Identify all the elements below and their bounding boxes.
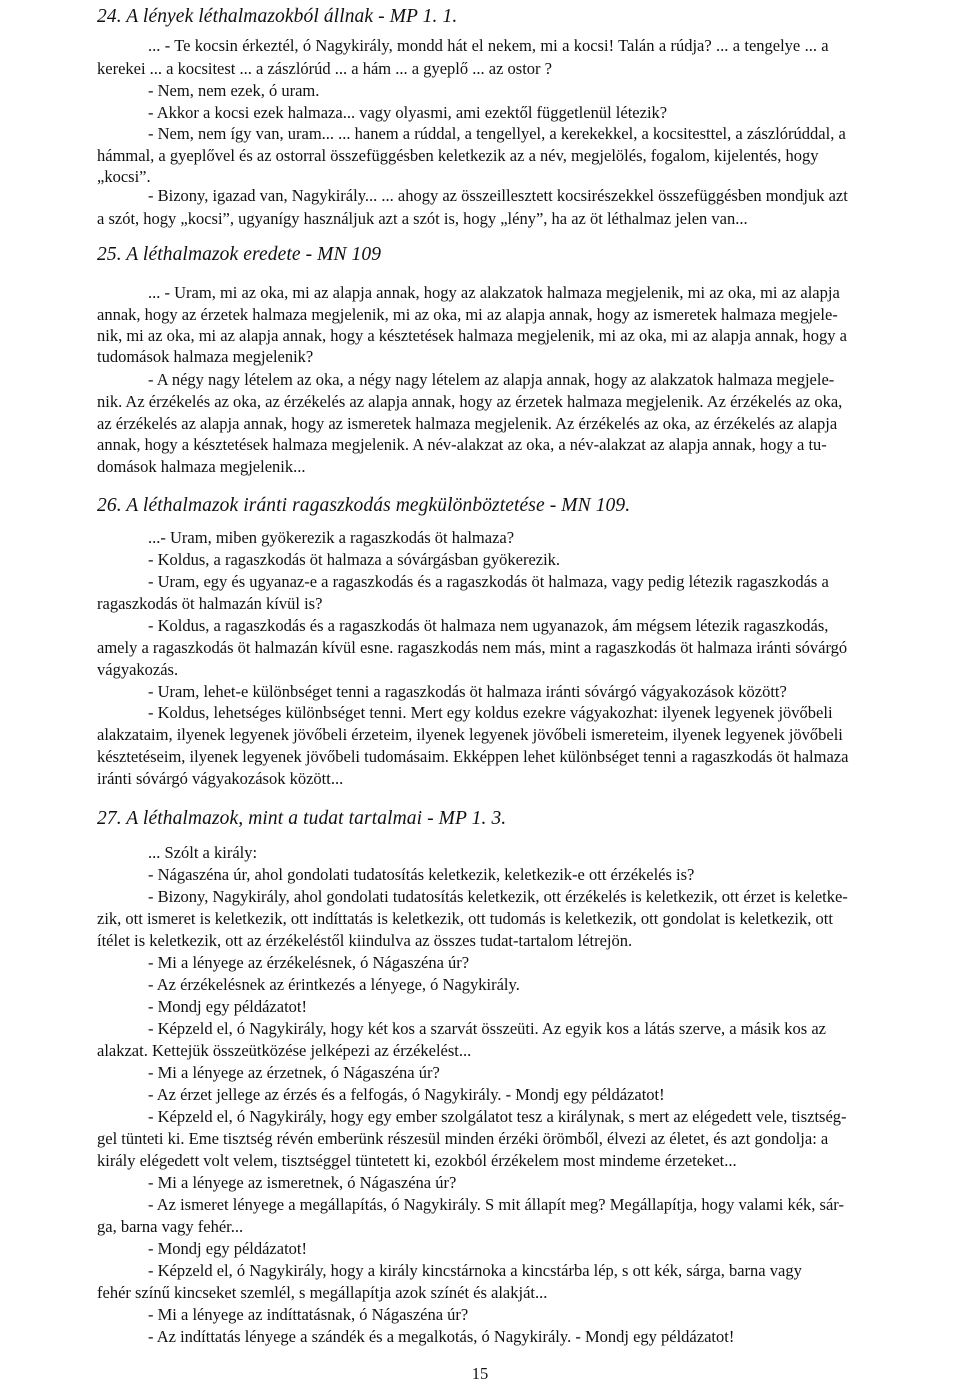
paragraph-line: alakzataim, ilyenek legyenek jövőbeli érzeteim, ilyenek legyenek jövőbeli ismereteim, ilyenek legyenek jövőbeli: [97, 725, 843, 744]
paragraph-line: király elégedett volt velem, tisztséggel tüntetett ki, ezokból érzékelem most mindeme érzeteket...: [97, 1151, 737, 1170]
paragraph-line: - Mi a lényege az ismeretnek, ó Nágaszéna úr?: [148, 1173, 457, 1192]
paragraph-line: - Nem, nem ezek, ó uram.: [148, 81, 320, 100]
paragraph-line: ragaszkodás öt halmazán kívül is?: [97, 594, 323, 613]
paragraph-line: gel tünteti ki. Eme tisztség révén emberünk részesül minden érzéki örömből, élvezi az életet, és azt gondolja: a: [97, 1129, 829, 1148]
paragraph-line: - A négy nagy lételem az oka, a négy nagy lételem az alapja annak, hogy az alakzatok halmaza megjele-: [148, 370, 835, 389]
paragraph-line: - Az érzet jellege az érzés és a felfogás, ó Nagykirály. - Mondj egy példázatot!: [148, 1085, 665, 1104]
paragraph-line: ... - Te kocsin érkeztél, ó Nagykirály, mondd hát el nekem, mi a kocsi! Talán a rúdja? ... a tengelye ... a: [148, 36, 829, 55]
paragraph-line: - Mi a lényege az érzékelésnek, ó Nágaszéna úr?: [148, 953, 470, 972]
paragraph-line: alakzat. Kettejük összeütközése jelképezi az érzékelést...: [97, 1041, 472, 1060]
paragraph-line: tudomások halmaza megjelenik?: [97, 347, 314, 366]
paragraph-line: - Koldus, a ragaszkodás és a ragaszkodás öt halmaza nem ugyanazok, ám mégsem létezik ragaszkodás,: [148, 616, 829, 635]
section-heading-25: 25. A léthalmazok eredete - MN 109: [97, 244, 382, 265]
page-number: 15: [471, 1364, 489, 1383]
paragraph-line: fehér színű kincseket szemlél, s megállapítja azok színét és alakját...: [97, 1283, 548, 1302]
section-heading-27: 27. A léthalmazok, mint a tudat tartalmai - MP 1. 3.: [97, 808, 507, 829]
paragraph-line: hámmal, a gyeplővel és az ostorral összefüggésben keletkezik az a név, megjelölés, fogalom, kijelentés, hogy: [97, 146, 819, 165]
paragraph-line: annak, hogy a késztetések halmaza megjelenik. A név-alakzat az oka, a név-alakzat az alapja annak, hogy a tu-: [97, 435, 827, 454]
paragraph-line: amely a ragaszkodás öt halmazán kívül esne. ragaszkodás nem más, mint a ragaszkodás öt halmaza iránti sóvárgó: [97, 638, 848, 657]
paragraph-line: - Nem, nem így van, uram... ... hanem a rúddal, a tengellyel, a kerekekkel, a kocsitesttel, a zászlórúddal, a: [148, 124, 846, 143]
paragraph-line: - Uram, lehet-e különbséget tenni a ragaszkodás öt halmaza iránti sóvárgó vágyakozások között?: [148, 682, 787, 701]
paragraph-line: annak, hogy az érzetek halmaza megjelenik, mi az oka, mi az alapja annak, hogy az ismeretek halmaza megjele-: [97, 305, 838, 324]
paragraph-line: nik. Az érzékelés az oka, az érzékelés az alapja annak, hogy az érzetek halmaza megjelenik. Az érzékelés az oka,: [97, 392, 843, 411]
paragraph-line: - Koldus, a ragaszkodás öt halmaza a sóvárgásban gyökerezik.: [148, 550, 561, 569]
paragraph-line: kerekei ... a kocsitest ... a zászlórúd ... a hám ... a gyeplő ... az ostor ?: [97, 59, 552, 78]
paragraph-line: - Mi a lényege az érzetnek, ó Nágaszéna úr?: [148, 1063, 440, 1082]
paragraph-line: ítélet is keletkezik, ott az érzékeléstől kiindulva az összes tudat-tartalom létrejön.: [97, 931, 633, 950]
paragraph-line: - Képzeld el, ó Nagykirály, hogy a király kincstárnoka a kincstárba lép, s ott kék, sárga, barna vagy: [148, 1261, 802, 1280]
paragraph-line: késztetéseim, ilyenek legyenek jövőbeli tudomásaim. Ekképpen lehet különbséget tenni a ragaszkodás öt halmaza: [97, 747, 849, 766]
paragraph-line: - Uram, egy és ugyanaz-e a ragaszkodás és a ragaszkodás öt halmaza, vagy pedig létezik ragaszkodás a: [148, 572, 829, 591]
paragraph-line: ... Szólt a király:: [148, 843, 258, 862]
paragraph-line: - Mi a lényege az indíttatásnak, ó Nágaszéna úr?: [148, 1305, 469, 1324]
paragraph-line: - Nágaszéna úr, ahol gondolati tudatosítás keletkezik, keletkezik-e ott érzékelés is?: [148, 865, 695, 884]
paragraph-line: iránti sóvárgó vágyakozások között...: [97, 769, 344, 788]
paragraph-line: ga, barna vagy fehér...: [97, 1217, 244, 1236]
paragraph-line: - Mondj egy példázatot!: [148, 1239, 307, 1258]
paragraph-line: - Az érzékelésnek az érintkezés a lényege, ó Nagykirály.: [148, 975, 520, 994]
paragraph-line: vágyakozás.: [97, 660, 179, 679]
paragraph-line: - Képzeld el, ó Nagykirály, hogy két kos a szarvát összeüti. Az egyik kos a látás szerve, a másik kos az: [148, 1019, 826, 1038]
section-heading-24: 24. A lények léthalmazokból állnak - MP 1. 1.: [97, 6, 458, 27]
paragraph-line: - Bizony, Nagykirály, ahol gondolati tudatosítás keletkezik, ott érzékelés is keletkezik, ott érzet is keletke-: [148, 887, 848, 906]
paragraph-line: ...- Uram, miben gyökerezik a ragaszkodás öt halmaza?: [148, 528, 515, 547]
section-heading-26: 26. A léthalmazok iránti ragaszkodás megkülönböztetése - MN 109.: [97, 495, 631, 516]
paragraph-line: - Mondj egy példázatot!: [148, 997, 307, 1016]
paragraph-line: - Képzeld el, ó Nagykirály, hogy egy ember szolgálatot tesz a királynak, s mert az elégedett vele, tisztség-: [148, 1107, 847, 1126]
paragraph-line: - Koldus, lehetséges különbséget tenni. Mert egy koldus ezekre vágyakozhat: ilyenek legyenek jövőbeli: [148, 703, 833, 722]
paragraph-line: „kocsi”.: [97, 167, 151, 186]
paragraph-line: nik, mi az oka, mi az alapja annak, hogy a késztetések halmaza megjelenik, mi az oka, mi az alapja annak, hogy a: [97, 326, 847, 345]
paragraph-line: zik, ott ismeret is keletkezik, ott indíttatás is keletkezik, ott tudomás is keletkezik, ott gondolat is keletkezik, ott: [97, 909, 833, 928]
paragraph-line: - Az indíttatás lényege a szándék és a megalkotás, ó Nagykirály. - Mondj egy példázatot!: [148, 1327, 735, 1346]
paragraph-line: ... - Uram, mi az oka, mi az alapja annak, hogy az alakzatok halmaza megjelenik, mi az oka, mi az alapja: [148, 283, 840, 302]
paragraph-line: - Bizony, igazad van, Nagykirály... ... ahogy az összeillesztett kocsirészekkel összefüggésben mondjuk azt: [148, 186, 848, 205]
paragraph-line: a szót, hogy „kocsi”, ugyanígy használjuk azt a szót is, hogy „lény”, ha az öt léthalmaz jelen van...: [97, 209, 748, 228]
paragraph-line: - Az ismeret lényege a megállapítás, ó Nagykirály. S mit állapít meg? Megállapítja, hogy valami kék, sár-: [148, 1195, 844, 1214]
paragraph-line: domások halmaza megjelenik...: [97, 457, 306, 476]
paragraph-line: az érzékelés az alapja annak, hogy az ismeretek halmaza megjelenik. Az érzékelés az oka, az érzékelés az alapja: [97, 414, 838, 433]
paragraph-line: - Akkor a kocsi ezek halmaza... vagy olyasmi, ami ezektől függetlenül létezik?: [148, 103, 668, 122]
